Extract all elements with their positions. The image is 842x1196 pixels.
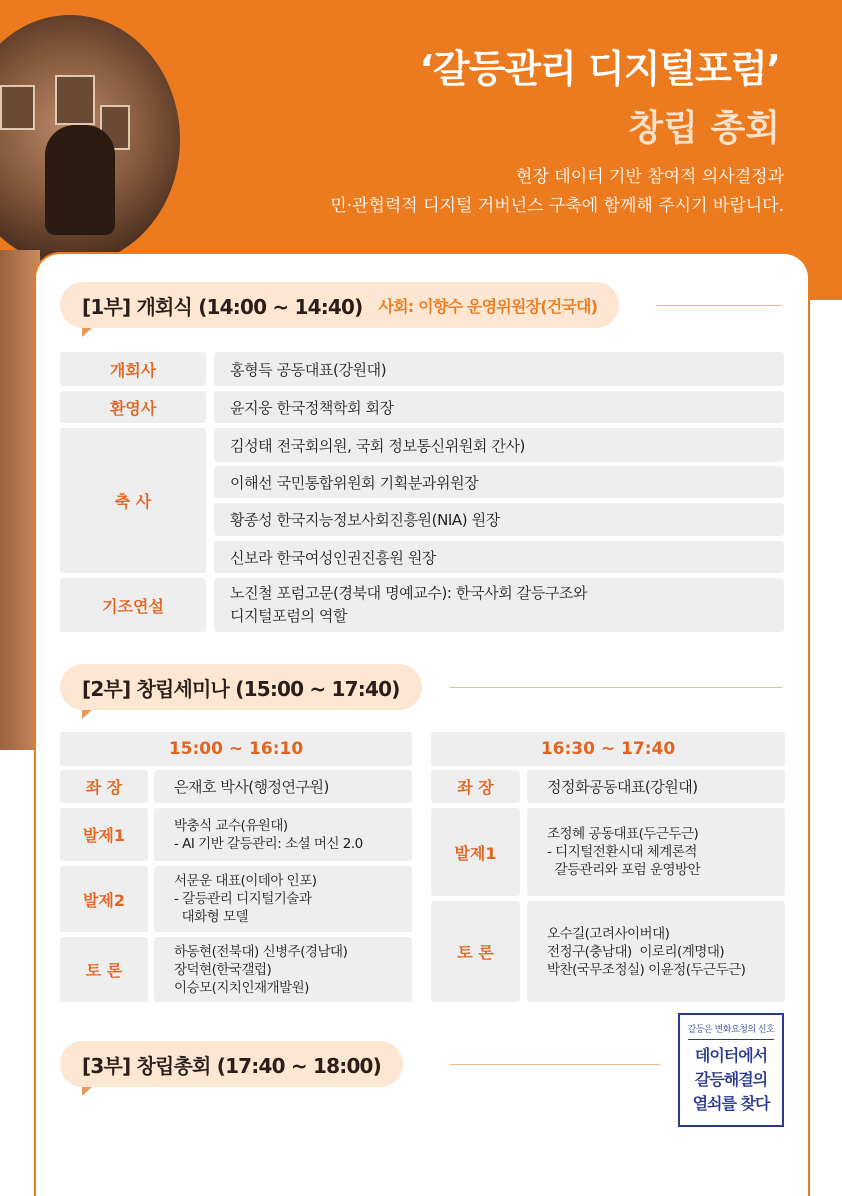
opening-label: 개회사	[60, 352, 206, 386]
congrats-item: 김성태 전국회의원, 국회 정보통신위원회 간사)	[214, 428, 784, 462]
session-a-disc-label: 토 론	[60, 937, 148, 1002]
part1-heading: [1부] 개회식 (14:00 ~ 14:40) 사회: 이향수 운영위원장(건국대)	[60, 282, 619, 328]
session-a-chair-label: 좌 장	[60, 770, 148, 803]
event-description: 현장 데이터 기반 참여적 의사결정과 민·관협력적 디지털 거버넌스 구축에 함께해 주시기 바랍니다.	[330, 167, 784, 216]
session-b-chair: 정정화공동대표(강원대)	[527, 770, 785, 803]
stamp-tagline: 갈등은 변화요청의 신호	[687, 1025, 775, 1035]
divider	[450, 687, 782, 688]
session-b-disc-label: 토 론	[431, 901, 520, 1002]
congrats-item: 황종성 한국지능정보사회진흥원(NIA) 원장	[214, 503, 784, 536]
session-a-time: 15:00 ~ 16:10	[60, 732, 412, 766]
session-a-p2: 서문운 대표(이데아 인포) - 갈등관리 디지털기술과 대화형 모델	[154, 866, 412, 932]
divider	[656, 305, 782, 306]
session-b-time: 16:30 ~ 17:40	[431, 732, 785, 766]
keynote-value: 노진철 포럼고문(경북대 명예교수): 한국사회 갈등구조와 디지털포럼의 역할	[214, 578, 784, 632]
welcome-value: 윤지웅 한국정책학회 회장	[214, 391, 784, 423]
session-a-p1-label: 발제1	[60, 808, 148, 861]
congrats-item: 이해선 국민통합위원회 기획분과위원장	[214, 466, 784, 498]
session-a-p1: 박충식 교수(유원대) - AI 기반 갈등관리: 소셜 머신 2.0	[154, 808, 412, 861]
welcome-label: 환영사	[60, 391, 206, 423]
event-subtitle: 창립 총회	[628, 108, 780, 149]
part3-heading: [3부] 창립총회 (17:40 ~ 18:00)	[60, 1041, 403, 1087]
slogan-stamp: 갈등은 변화요청의 신호 데이터에서 갈등해결의 열쇠를 찾다	[678, 1013, 784, 1127]
congrats-label: 축 사	[60, 428, 206, 573]
session-b-p1-label: 발제1	[431, 808, 520, 896]
session-a-p2-label: 발제2	[60, 866, 148, 932]
session-b-p1: 조정혜 공동대표(두근두근) - 디지털전환시대 체계론적 갈등관리와 포럼 운영방안	[527, 808, 785, 896]
reflecting-sphere-illustration	[0, 15, 180, 265]
keynote-label: 기조연설	[60, 578, 206, 632]
session-a-chair: 은재호 박사(행정연구원)	[154, 770, 412, 803]
congrats-item: 신보라 한국여성인권진흥원 원장	[214, 541, 784, 573]
session-b-chair-label: 좌 장	[431, 770, 520, 803]
session-a-disc: 하동현(전북대) 신병주(경남대) 장덕현(한국갤럽) 이승모(지치인재개발원)	[154, 937, 412, 1002]
part2-heading: [2부] 창립세미나 (15:00 ~ 17:40)	[60, 664, 422, 710]
opening-value: 홍형득 공동대표(강원대)	[214, 352, 784, 386]
event-title: ‘갈등관리 디지털포럼’	[419, 47, 780, 91]
part1-mc: 사회: 이향수 운영위원장(건국대)	[378, 296, 598, 316]
session-b-disc: 오수길(고려사이버대) 전정구(충남대) 이로리(계명대) 박찬(국무조정실) 이윤정(두근두근)	[527, 901, 785, 1002]
divider	[450, 1064, 660, 1065]
